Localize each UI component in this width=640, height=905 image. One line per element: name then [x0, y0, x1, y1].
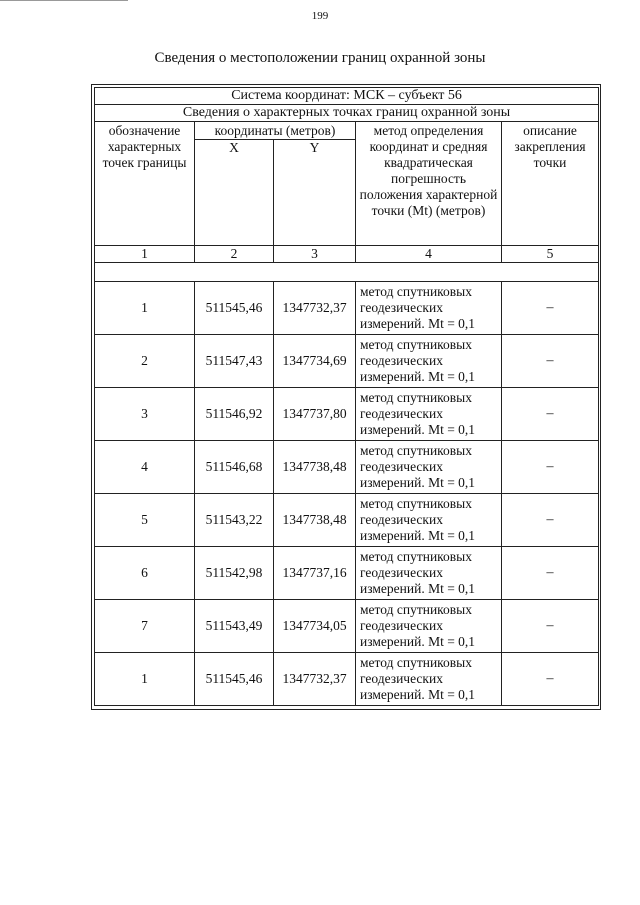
cell-x: 511547,43: [195, 335, 274, 388]
table-row: [95, 600, 599, 653]
table-row: [95, 282, 599, 335]
cell-x: 511545,46: [195, 282, 274, 335]
coordinate-system-header: Система координат: МСК – субъект 56: [95, 88, 599, 105]
cell-description: –: [502, 282, 599, 335]
cell-method: метод спутниковых геодезических измерений. Mt = 0,1: [356, 388, 502, 441]
header-method: метод определения координат и средняя квадратическая погрешность положения характерной точки (Mt) (метров): [356, 122, 502, 246]
header-coordinates: координаты (метров): [195, 122, 356, 140]
cell-y: 1347738,48: [274, 494, 356, 547]
cell-description: –: [502, 494, 599, 547]
header-x: X: [195, 140, 274, 246]
cell-y: 1347734,05: [274, 600, 356, 653]
cell-point: 5: [95, 494, 195, 547]
table-row: [95, 441, 599, 494]
column-number: 1: [95, 246, 195, 263]
cell-point: 3: [95, 388, 195, 441]
cell-y: 1347737,80: [274, 388, 356, 441]
cell-description: –: [502, 388, 599, 441]
cell-x: 511545,46: [195, 653, 274, 706]
cell-method: метод спутниковых геодезических измерений. Mt = 0,1: [356, 653, 502, 706]
table-row: [95, 335, 599, 388]
cell-method: метод спутниковых геодезических измерений. Mt = 0,1: [356, 494, 502, 547]
cell-point: 1: [95, 653, 195, 706]
table-row: [95, 388, 599, 441]
cell-point: 7: [95, 600, 195, 653]
cell-method: метод спутниковых геодезических измерений. Mt = 0,1: [356, 335, 502, 388]
cell-description: –: [502, 547, 599, 600]
cell-y: 1347732,37: [274, 653, 356, 706]
page-number: 199: [311, 10, 329, 22]
column-number: 3: [274, 246, 356, 263]
cell-x: 511546,92: [195, 388, 274, 441]
cell-description: –: [502, 335, 599, 388]
cell-point: 6: [95, 547, 195, 600]
empty-separator-row: [95, 263, 599, 282]
cell-point: 1: [95, 282, 195, 335]
table-subtitle: Сведения о характерных точках границ охранной зоны: [95, 105, 599, 122]
table-row: [95, 547, 599, 600]
corner-rule: [0, 0, 128, 1]
header-y: Y: [274, 140, 356, 246]
cell-x: 511543,22: [195, 494, 274, 547]
cell-y: 1347738,48: [274, 441, 356, 494]
cell-x: 511542,98: [195, 547, 274, 600]
cell-x: 511546,68: [195, 441, 274, 494]
header-point-designation: обозначение характерных точек границы: [95, 122, 195, 246]
cell-y: 1347732,37: [274, 282, 356, 335]
cell-x: 511543,49: [195, 600, 274, 653]
header-description: описание закрепления точки: [502, 122, 599, 246]
cell-method: метод спутниковых геодезических измерений. Mt = 0,1: [356, 600, 502, 653]
column-number: 4: [356, 246, 502, 263]
table-row: [95, 653, 599, 706]
cell-y: 1347734,69: [274, 335, 356, 388]
cell-method: метод спутниковых геодезических измерений. Mt = 0,1: [356, 441, 502, 494]
cell-method: метод спутниковых геодезических измерений. Mt = 0,1: [356, 547, 502, 600]
column-number: 5: [502, 246, 599, 263]
cell-description: –: [502, 600, 599, 653]
cell-y: 1347737,16: [274, 547, 356, 600]
column-number: 2: [195, 246, 274, 263]
boundary-points-table: [94, 87, 599, 706]
cell-description: –: [502, 653, 599, 706]
cell-point: 2: [95, 335, 195, 388]
cell-point: 4: [95, 441, 195, 494]
cell-method: метод спутниковых геодезических измерений. Mt = 0,1: [356, 282, 502, 335]
table-row: [95, 494, 599, 547]
cell-description: –: [502, 441, 599, 494]
document-title: Сведения о местоположении границ охранной зоны: [154, 50, 486, 66]
